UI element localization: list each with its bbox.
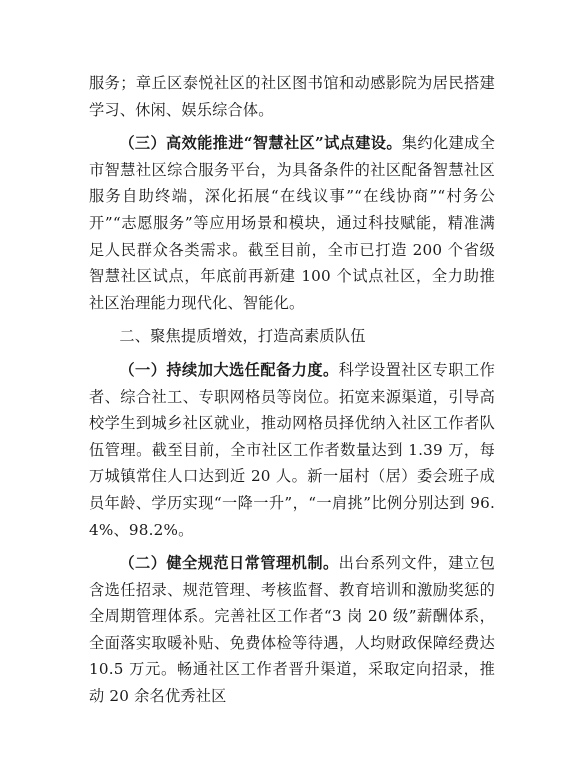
document-body [89,70,495,717]
paragraph-lead: （二）健全规范日常管理机制。 [119,554,339,573]
paragraph-recruitment [89,357,495,543]
paragraph-text: 集约化建成全市智慧社区综合服务平台，为具备条件的社区配备智慧社区服务自助终端，深化拓展“在线议事”“在线协商”“村务公开”“志愿服务”等应用场景和模块，通过科技赋能，精准满足人民群众各类需求。截至目前，全市已打造 200 个省级智慧社区试点，年底前再新建 100 个试点社区，全力助推社区治理能力现代化、智能化。 [89,134,495,312]
paragraph-text: 出台系列文件，建立包含选任招录、规范管理、考核监督、教育培训和激励奖惩的全周期管理体系。完善社区工作者“3 岗 20 级”薪酬体系，全面落实取暖补贴、免费体检等待遇，人均财政保障经费达 10.5 万元。畅通社区工作者晋升渠道，采取定向招录，推动 20 余名优秀社区 [89,554,495,706]
paragraph-smart-community [89,130,495,316]
section-heading: 二、聚焦提质增效，打造高素质队伍 [119,327,366,346]
paragraph-management [89,550,495,710]
paragraph-text: 服务；章丘区泰悦社区的社区图书馆和动感影院为居民搭建学习、休闲、娱乐综合体。 [89,74,495,119]
paragraph-continuation [89,70,495,123]
paragraph-lead: （一）持续加大选任配备力度。 [119,360,339,379]
paragraph-lead: （三）高效能推进“智慧社区”试点建设。 [119,134,402,153]
paragraph-text: 科学设置社区专职工作者、综合社工、专职网格员等岗位。拓宽来源渠道，引导高校学生到城乡社区就业，推动网格员择优纳入社区工作者队伍管理。截至目前，全市社区工作者数量达到 1.39 万，每万城镇常住人口达到近 20 人。新一届村（居）委会班子成员年龄、学历实现“一降一升”，“一肩挑”比例分别达到 96.4%、98.2%。 [89,360,495,539]
